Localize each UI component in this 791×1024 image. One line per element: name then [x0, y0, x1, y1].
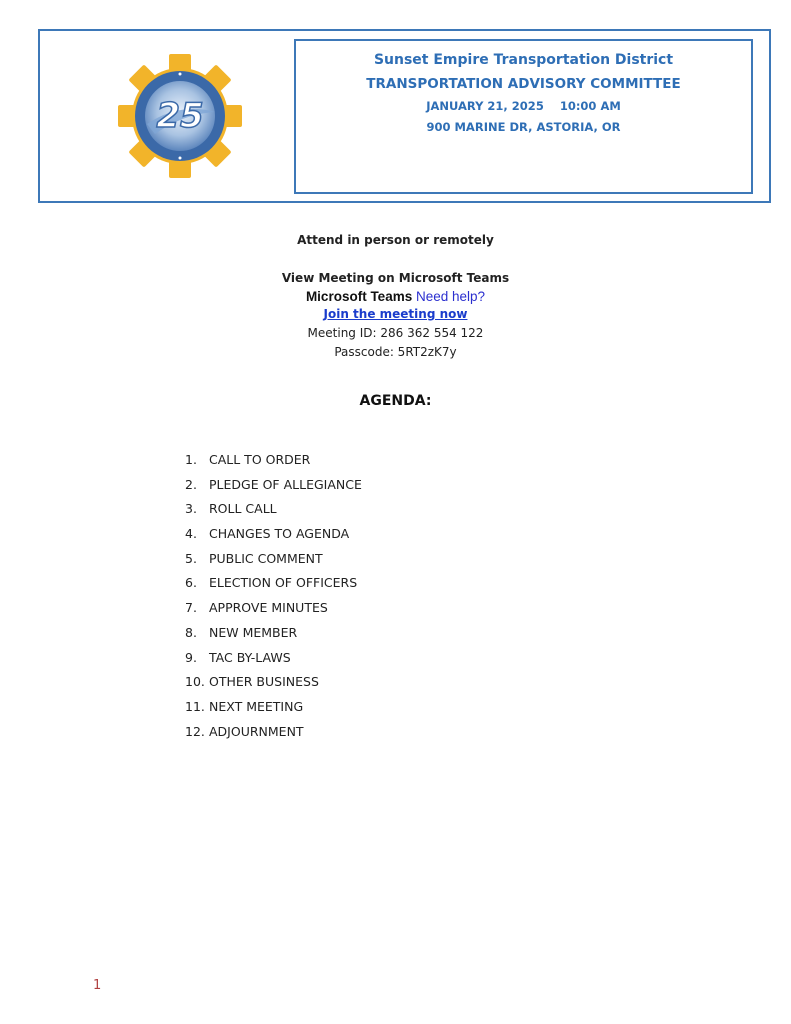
meeting-datetime: JANUARY 21, 2025 10:00 AM	[426, 99, 621, 113]
page-number: 1	[93, 978, 102, 993]
district-25-logo-icon	[117, 54, 243, 178]
list-item: 5. PUBLIC COMMENT	[185, 551, 362, 576]
list-item: 7. APPROVE MINUTES	[185, 600, 362, 625]
list-item: 6. ELECTION OF OFFICERS	[185, 575, 362, 600]
agenda-item-label: CHANGES TO AGENDA	[209, 526, 350, 542]
list-item: 9. TAC BY-LAWS	[185, 650, 362, 675]
agenda-item-label: PLEDGE OF ALLEGIANCE	[209, 476, 362, 492]
agenda-list	[185, 452, 362, 748]
list-item: 11. NEXT MEETING	[185, 699, 362, 724]
join-meeting-link[interactable]: Join the meeting now	[323, 307, 468, 321]
teams-brand: Microsoft Teams	[305, 289, 413, 304]
need-help-link[interactable]: Need help?	[415, 289, 486, 304]
meeting-address: 900 MARINE DR, ASTORIA, OR	[426, 120, 621, 134]
agenda-item-label: ADJOURNMENT	[209, 723, 304, 739]
list-item: 12. ADJOURNMENT	[185, 724, 362, 749]
agenda-item-label: PUBLIC COMMENT	[209, 550, 323, 566]
teams-line	[200, 289, 591, 304]
attend-note: Attend in person or remotely	[297, 233, 494, 247]
agenda-item-label: APPROVE MINUTES	[209, 600, 328, 616]
meeting-passcode: Passcode: 5RT2zK7y	[334, 345, 457, 359]
agenda-item-label: TAC BY-LAWS	[209, 649, 291, 665]
agenda-item-label: NEW MEMBER	[209, 624, 298, 640]
header-title-box	[294, 39, 753, 194]
view-meeting-heading: View Meeting on Microsoft Teams	[281, 271, 510, 285]
agenda-item-label: CALL TO ORDER	[209, 452, 311, 467]
list-item: 1. CALL TO ORDER	[185, 452, 362, 477]
agenda-item-label: NEXT MEETING	[209, 698, 304, 714]
list-item: 8. NEW MEMBER	[185, 625, 362, 650]
agenda-item-label: ROLL CALL	[209, 501, 277, 517]
list-item: 10. OTHER BUSINESS	[185, 674, 362, 699]
agenda-item-label: ELECTION OF OFFICERS	[209, 575, 358, 591]
committee-name: TRANSPORTATION ADVISORY COMMITTEE	[366, 76, 681, 92]
svg-text:25: 25	[156, 96, 204, 136]
org-name: Sunset Empire Transportation District	[373, 52, 674, 68]
list-item: 2. PLEDGE OF ALLEGIANCE	[185, 477, 362, 502]
list-item: 3. ROLL CALL	[185, 501, 362, 526]
agenda-item-label: OTHER BUSINESS	[209, 674, 319, 690]
agenda-title: AGENDA:	[359, 393, 432, 409]
list-item: 4. CHANGES TO AGENDA	[185, 526, 362, 551]
meeting-id: Meeting ID: 286 362 554 122	[307, 326, 484, 340]
